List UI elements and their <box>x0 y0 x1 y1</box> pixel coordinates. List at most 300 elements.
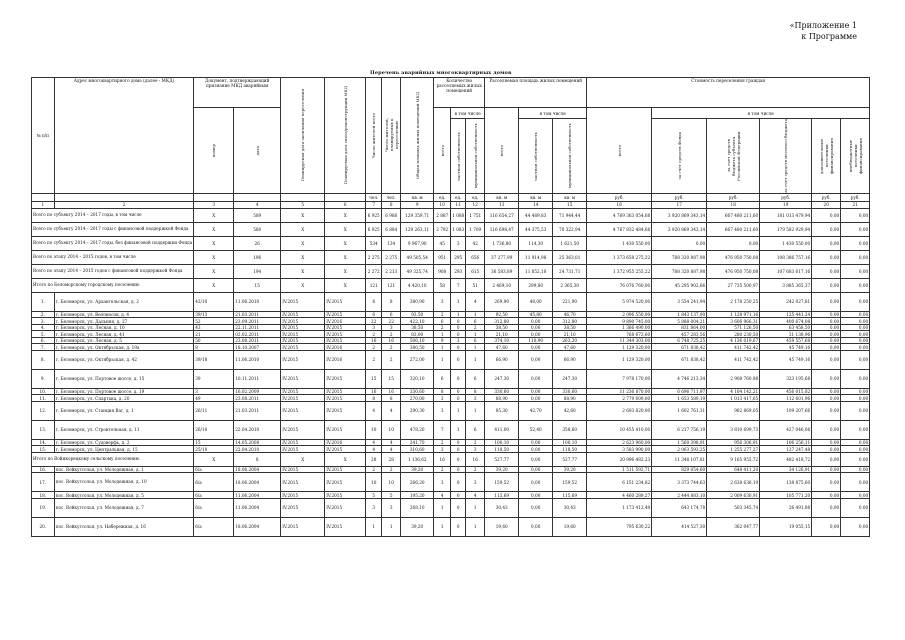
summary-count: 589 <box>234 208 281 222</box>
row-doc-number: 3 <box>194 388 234 395</box>
row-doc-number: 15 <box>194 439 234 446</box>
summary-label: Всего по субъекту 2014 – 2017 годы с финансовой поддержкой Фонда <box>32 222 194 236</box>
col-count-all-header: всего <box>434 108 451 194</box>
row-value: 105 771,20 <box>760 492 812 499</box>
row-value: 2 693 820,00 <box>587 401 652 420</box>
row-value: 6 <box>466 420 485 439</box>
row-value: 0,00 <box>841 350 870 369</box>
row-value: 9 <box>434 337 451 344</box>
column-number: 12 <box>466 201 485 208</box>
row-value: 0,00 <box>519 492 553 499</box>
row-value: 6 <box>466 318 485 325</box>
row-value: 39,20 <box>553 466 587 473</box>
row-doc-date: 23.08.2011 <box>234 337 281 344</box>
row-value: 1 560 398,91 <box>652 439 707 446</box>
row-value: 0 <box>451 498 466 517</box>
row-value: 1 255 277,27 <box>707 446 760 453</box>
row-planned-demolition: IV.2015 <box>325 311 366 318</box>
row-number: 11. <box>32 395 55 402</box>
summary-value: 908 <box>434 264 451 278</box>
row-planned-demolition: IV.2015 <box>325 369 366 388</box>
row-doc-date: 11.06.2004 <box>234 492 281 499</box>
row-value: 3 <box>366 324 382 331</box>
summary-count: 8 <box>234 452 281 466</box>
row-address: г. Беломорск, ул. Дальняя, д. 27 <box>54 318 194 325</box>
row-value: 6 217 756,19 <box>652 420 707 439</box>
row-planned-demolition: IV.2016 <box>325 318 366 325</box>
summary-value: 0,00 <box>841 452 870 466</box>
row-value: 648 411,20 <box>707 466 760 473</box>
summary-value: 16 <box>434 452 451 466</box>
row-planned-end: IV.2015 <box>281 369 325 388</box>
row-value: 2 <box>466 466 485 473</box>
summary-value: 179 582 929,94 <box>760 222 812 236</box>
row-doc-number: 26/11 <box>194 401 234 420</box>
row-value: 159,52 <box>553 473 587 492</box>
row-value: 0 <box>451 324 466 331</box>
row-value: 42,70 <box>519 401 553 420</box>
row-value: 5 888 004,21 <box>652 318 707 325</box>
row-doc-number: 8 <box>194 344 234 351</box>
row-value: 3 554 241,94 <box>652 292 707 311</box>
table-row <box>32 369 870 388</box>
row-value: 272,00 <box>401 350 434 369</box>
row-value: 10 455 410,00 <box>587 420 652 439</box>
row-value: 48,00 <box>519 292 553 311</box>
row-value: 242 027,81 <box>760 292 812 311</box>
column-numbers-row <box>32 201 870 208</box>
row-address: пос. Войкугсолья, ул. Молодежная, д. 5 <box>54 492 194 499</box>
row-value: 2 063 593,25 <box>652 446 707 453</box>
row-value: 0,00 <box>519 498 553 517</box>
row-value: 22 <box>366 318 382 325</box>
row-doc-date: 18.06.2004 <box>234 517 281 536</box>
summary-count: 580 <box>234 222 281 236</box>
row-value: 1 511 592,71 <box>587 466 652 473</box>
row-value: 0,00 <box>812 344 841 351</box>
summary-value: 2 275 <box>382 250 401 264</box>
summary-value: 534 <box>366 236 382 250</box>
summary-row <box>32 222 870 236</box>
row-value: 643 174,78 <box>652 498 707 517</box>
column-number: 10 <box>434 201 451 208</box>
summary-value: 1 751 <box>466 208 485 222</box>
row-value: 330,60 <box>485 388 519 395</box>
col-planned-end-header: Планируемая дата окончания переселения <box>281 78 325 194</box>
row-value: 0 <box>451 439 466 446</box>
unit-cell: кв. м <box>553 193 587 201</box>
summary-value: 1 136,62 <box>401 452 434 466</box>
summary-value: 482 418,72 <box>760 452 812 466</box>
row-value: 0,00 <box>841 446 870 453</box>
row-planned-end: IV.2015 <box>281 331 325 338</box>
row-value: 3 <box>434 292 451 311</box>
row-value: 0,00 <box>841 401 870 420</box>
summary-row <box>32 208 870 222</box>
summary-value: 44 489,83 <box>519 208 553 222</box>
col-area-all-header: всего <box>485 108 519 194</box>
row-value: 0,00 <box>812 311 841 318</box>
row-value: 312,80 <box>485 318 519 325</box>
summary-x: X <box>325 222 366 236</box>
summary-value: 0,00 <box>652 236 707 250</box>
row-value: 2 <box>434 439 451 446</box>
summary-value: 295 <box>451 250 466 264</box>
unit-cell: ед. <box>434 193 451 201</box>
summary-value: 27 735 500,97 <box>707 278 760 292</box>
row-value: 310,60 <box>401 446 434 453</box>
row-planned-end: IV.2015 <box>281 344 325 351</box>
row-value: 115,69 <box>553 492 587 499</box>
summary-count: 194 <box>234 264 281 278</box>
summary-value: 114,30 <box>519 236 553 250</box>
row-value: 320,10 <box>401 369 434 388</box>
appendix-line-1: «Приложение 1 <box>789 21 857 30</box>
row-value: 5 974 520,00 <box>587 292 652 311</box>
row-value: 2 638 636,19 <box>707 473 760 492</box>
summary-value: 527,77 <box>553 452 587 466</box>
row-value: 795 630,22 <box>587 517 652 536</box>
row-value: 0,00 <box>519 395 553 402</box>
row-value: 34 126,91 <box>760 466 812 473</box>
row-planned-demolition: IV.2015 <box>325 337 366 344</box>
summary-value: 1 430 550,00 <box>760 236 812 250</box>
row-value: 982 869,05 <box>707 401 760 420</box>
row-value: 263,20 <box>553 337 587 344</box>
row-value: 47,60 <box>485 344 519 351</box>
row-value: 330,60 <box>401 388 434 395</box>
summary-value: 0,00 <box>519 452 553 466</box>
row-value: 0,00 <box>519 369 553 388</box>
summary-value: 0,00 <box>812 222 841 236</box>
row-planned-end: IV.2015 <box>281 311 325 318</box>
row-value: 6 151 234,82 <box>587 473 652 492</box>
row-value: 0,00 <box>812 420 841 439</box>
row-doc-date: 14.05.2008 <box>234 439 281 446</box>
row-value: 0,00 <box>841 466 870 473</box>
summary-value: 1 736,80 <box>485 236 519 250</box>
row-value: 1 <box>451 420 466 439</box>
row-value: 0,00 <box>841 331 870 338</box>
col-document-header: Документ, подтверждающий признание МКД аварийным <box>194 78 281 108</box>
row-value: 0,00 <box>519 324 553 331</box>
column-number: 13 <box>485 201 519 208</box>
row-planned-end: IV.2015 <box>281 420 325 439</box>
row-number: 15. <box>32 446 55 453</box>
row-value: 1 <box>434 331 451 338</box>
column-number: 2 <box>54 201 194 208</box>
unit-cell: ед. <box>451 193 466 201</box>
row-value: 280 230,50 <box>707 331 760 338</box>
row-value: 457 283,56 <box>652 331 707 338</box>
row-value: 0,00 <box>812 439 841 446</box>
column-number: 20 <box>812 201 841 208</box>
summary-value: 7 <box>451 278 466 292</box>
table-row <box>32 498 870 517</box>
col-area-incl-header: в том числе <box>519 108 587 119</box>
row-address: г. Беломорск, ул. Октябрьская, д. 19а <box>54 344 194 351</box>
row-value: 768 673,60 <box>587 331 652 338</box>
row-value: 0,00 <box>812 337 841 344</box>
summary-value: 37 277,99 <box>485 250 519 264</box>
row-value: 22 <box>382 318 401 325</box>
row-value: 19,60 <box>485 517 519 536</box>
row-planned-end: IV.2015 <box>281 498 325 517</box>
col-cost-region-header: за счет средств бюджета субъекта Российской Федерации <box>707 119 760 194</box>
summary-value: 476 950 750,08 <box>707 264 760 278</box>
row-planned-end: IV.2015 <box>281 517 325 536</box>
col-cost-local-header: за счет средств местного бюджета <box>760 119 812 194</box>
table-row <box>32 292 870 311</box>
summary-value: 42 <box>466 236 485 250</box>
row-value: 829 054,60 <box>652 466 707 473</box>
summary-value: 16 <box>466 452 485 466</box>
row-value: 0 <box>451 350 466 369</box>
col-planned-demolition-header: Планируемая дата сноса/реконструкции МКД <box>325 78 366 194</box>
row-value: 3 810 699,73 <box>707 420 760 439</box>
summary-value: 788 320 887,98 <box>652 264 707 278</box>
row-address: пос. Войкугсолья, ул. Молодежная, д. 1 <box>54 466 194 473</box>
row-planned-end: IV.2015 <box>281 466 325 473</box>
row-value: 0,00 <box>519 350 553 369</box>
col-cost-group-header: Стоимость переселения граждан <box>587 78 870 108</box>
row-value: 380,90 <box>401 292 434 311</box>
row-value: 671 838,42 <box>652 350 707 369</box>
row-value: 1 <box>434 517 451 536</box>
summary-row <box>32 236 870 250</box>
row-value: 21,10 <box>485 331 519 338</box>
row-address: г. Беломорск, ул. Архангельская, д. 2 <box>54 292 194 311</box>
summary-value: 527,77 <box>485 452 519 466</box>
row-value: 478,20 <box>401 420 434 439</box>
units-row <box>32 193 870 201</box>
row-address: г. Беломорск, ул. Портовое шоссе, д. 19 <box>54 388 194 395</box>
row-value: 0,00 <box>812 446 841 453</box>
row-doc-number: 39 <box>194 369 234 388</box>
summary-value: 1 083 <box>451 222 466 236</box>
row-value: 0,00 <box>812 318 841 325</box>
row-doc-date: 22.04.2010 <box>234 446 281 453</box>
row-number: 13. <box>32 420 55 439</box>
row-value: 4 <box>382 439 401 446</box>
row-value: 3 <box>466 446 485 453</box>
row-value: 8 <box>366 292 382 311</box>
column-number: 1 <box>32 201 55 208</box>
row-value: 374,10 <box>485 337 519 344</box>
summary-value: 45 295 902,66 <box>652 278 707 292</box>
summary-value: 0,00 <box>841 250 870 264</box>
unit-cell: чел. <box>382 193 401 201</box>
summary-value: 129 359,71 <box>401 208 434 222</box>
row-value: 671 838,42 <box>652 344 707 351</box>
row-value: 1 <box>382 517 401 536</box>
row-value: 3 <box>466 473 485 492</box>
row-value: 21,10 <box>553 331 587 338</box>
row-value: 571 126,50 <box>707 324 760 331</box>
row-value: 39,20 <box>401 517 434 536</box>
row-value: 8 <box>434 388 451 395</box>
row-value: 247,30 <box>553 369 587 388</box>
row-address: пос. Войкугсолья, ул. Молодежная, д. 7 <box>54 498 194 517</box>
row-value: 39,20 <box>485 466 519 473</box>
row-value: 2 <box>434 466 451 473</box>
row-value: 4 <box>434 492 451 499</box>
row-value: 2 <box>434 324 451 331</box>
row-number: 3. <box>32 318 55 325</box>
row-value: 456 015,82 <box>760 388 812 395</box>
row-value: 0,00 <box>812 498 841 517</box>
summary-x: X <box>281 250 325 264</box>
row-value: 956 306,91 <box>707 439 760 446</box>
row-value: 3 <box>434 473 451 492</box>
row-value: 270,00 <box>401 395 434 402</box>
summary-x: X <box>325 236 366 250</box>
summary-value: 293 <box>451 264 466 278</box>
row-address: пос. Войкугсолья, ул. Набережная, д. 16 <box>54 517 194 536</box>
summary-value: 1 373 658 275,22 <box>587 250 652 264</box>
row-doc-date: 18.06.2004 <box>234 473 281 492</box>
row-planned-demolition: IV.2015 <box>325 395 366 402</box>
row-value: 1 <box>451 401 466 420</box>
summary-value: 1 088 <box>451 208 466 222</box>
row-value: 380,50 <box>401 344 434 351</box>
row-value: 66,90 <box>553 350 587 369</box>
summary-value: 70 322,94 <box>553 222 587 236</box>
row-value: 127 247,48 <box>760 446 812 453</box>
table-body <box>32 208 870 536</box>
row-value: 0,00 <box>519 344 553 351</box>
row-value: 7 <box>434 420 451 439</box>
summary-value: 6 925 <box>366 222 382 236</box>
row-value: 3 <box>434 446 451 453</box>
column-number: 16 <box>587 201 652 208</box>
row-value: 4 104 142,21 <box>707 388 760 395</box>
row-value: 2 <box>366 344 382 351</box>
row-value: 4 <box>366 401 382 420</box>
row-value: 1 <box>466 350 485 369</box>
row-number: 14. <box>32 439 55 446</box>
summary-x: X <box>325 278 366 292</box>
row-value: 1 366 490,00 <box>587 324 652 331</box>
row-value: 0 <box>451 517 466 536</box>
row-value: 3 <box>382 324 401 331</box>
summary-value: 4 420,10 <box>401 278 434 292</box>
row-value: 5 <box>366 492 382 499</box>
summary-x: X <box>281 452 325 466</box>
row-number: 12. <box>32 401 55 420</box>
col-cost-all-header: всего <box>587 108 652 194</box>
row-planned-demolition: IV.2015 <box>325 401 366 420</box>
summary-value: 1 621,50 <box>553 236 587 250</box>
column-number: 5 <box>281 201 325 208</box>
summary-value: 9 165 955,72 <box>707 452 760 466</box>
row-value: 1 <box>451 311 466 318</box>
row-value: 39,20 <box>401 466 434 473</box>
col-cost-extra-header: дополнительные источники финансирования <box>812 119 841 194</box>
row-value: 0,00 <box>812 517 841 536</box>
row-value: 0 <box>451 388 466 395</box>
row-value: 323 195,68 <box>760 369 812 388</box>
col-residents-planned-header: Число жителей, планируемых к переселению <box>382 78 401 194</box>
row-planned-demolition: IV.2015 <box>325 446 366 453</box>
row-value: 10 <box>366 420 382 439</box>
row-address: г. Беломорск, ул. Станция Ваг, д. 1 <box>54 401 194 420</box>
row-value: 110,90 <box>519 337 553 344</box>
summary-value: 0,00 <box>841 236 870 250</box>
row-value: 83,00 <box>401 331 434 338</box>
row-value: 2 <box>466 324 485 331</box>
summary-value: 11 914,98 <box>519 250 553 264</box>
row-value: 6 <box>466 337 485 344</box>
row-doc-date: 16.02.2009 <box>234 388 281 395</box>
row-value: 0,00 <box>841 439 870 446</box>
unit-cell: кв. м <box>401 193 434 201</box>
row-value: 6 696 711,97 <box>652 388 707 395</box>
row-value: 3 <box>434 395 451 402</box>
row-value: 0 <box>451 318 466 325</box>
row-value: 30,43 <box>485 498 519 517</box>
summary-value: 0,00 <box>841 208 870 222</box>
row-number: 9. <box>32 369 55 388</box>
row-value: 0,00 <box>812 473 841 492</box>
row-doc-number: 42/10 <box>194 292 234 311</box>
row-value: 4 <box>466 492 485 499</box>
row-doc-date: 18.10.2007 <box>234 344 281 351</box>
row-value: 15 <box>366 369 382 388</box>
appendix-line-2: к Программе <box>801 32 857 41</box>
row-planned-end: IV.2015 <box>281 446 325 453</box>
col-count-private-header: частная собственность <box>451 119 466 194</box>
summary-x: X <box>325 208 366 222</box>
row-value: 0,00 <box>519 473 553 492</box>
summary-value: 788 320 887,98 <box>652 250 707 264</box>
row-value: 0,00 <box>812 292 841 311</box>
summary-value: 0,00 <box>812 278 841 292</box>
row-doc-number: 39/13 <box>194 311 234 318</box>
row-value: 4 <box>466 292 485 311</box>
row-number: 5. <box>32 331 55 338</box>
row-value: 1 602 761,31 <box>652 401 707 420</box>
row-value: 506,10 <box>401 337 434 344</box>
summary-value: 20 996 482,23 <box>587 452 652 466</box>
column-number: 17 <box>652 201 707 208</box>
summary-value: 6 884 <box>382 222 401 236</box>
row-value: 3 <box>366 498 382 517</box>
summary-value: 951 <box>434 250 451 264</box>
summary-value: 44 375,53 <box>519 222 553 236</box>
table-row <box>32 350 870 369</box>
summary-value: 0,00 <box>812 236 841 250</box>
row-value: 6 748 725,25 <box>652 337 707 344</box>
row-value: 16 <box>366 388 382 395</box>
row-value: 4 <box>366 439 382 446</box>
row-value: 2 009 630,91 <box>707 492 760 499</box>
row-value: 6 <box>434 369 451 388</box>
row-value: 19,60 <box>553 517 587 536</box>
row-value: 221,90 <box>553 292 587 311</box>
row-value: 8 <box>466 388 485 395</box>
summary-count: 196 <box>234 250 281 264</box>
unit-cell: руб. <box>760 193 812 201</box>
row-doc-number: 6/а <box>194 498 234 517</box>
row-value: 459 557,68 <box>760 337 812 344</box>
summary-value: 2 469,10 <box>485 278 519 292</box>
row-doc-number: 43 <box>194 324 234 331</box>
table-header <box>32 78 870 209</box>
row-number: 6. <box>32 337 55 344</box>
row-doc-date: 23.09.2011 <box>234 318 281 325</box>
row-value: 0,00 <box>812 324 841 331</box>
